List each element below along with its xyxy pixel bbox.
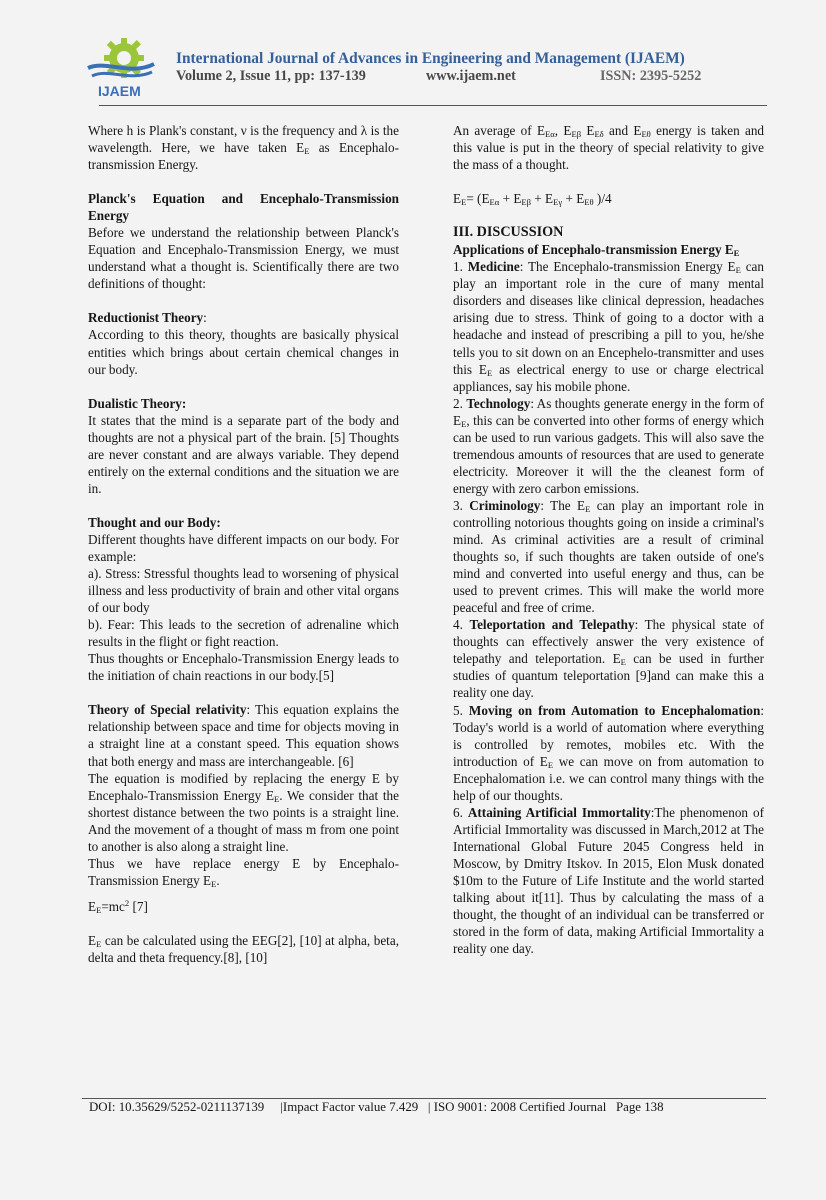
relativity-paragraph: Theory of Special relativity: This equation explains the relationship between space and time for objects moving in a straight line at a constant speed. This equation shows that both energy and mass are interchangeable. [6] — [88, 702, 399, 769]
list-item-technology: 2. Technology: As thoughts generate energy in the form of $E_E$, this can be converted into other forms of energy which can be used to run various gadgets. This will also save the tremendous amounts of resources that are used to generate electricity. Moreover it will the the cleanest form of energy with zero carbon emissions. — [453, 395, 764, 496]
list-item-encephalomation: 5. Moving on from Automation to Encephalomation: Today's world is a world of automation where everything is controlled by remotes, mobiles etc. With the introduction of $E_E$ we can move on from automation to Encephalomation i.e. we can control many things with the help of our thoughts. — [453, 702, 765, 803]
average-formula: $E_E= (E_{E\alpha} + E_{E\beta} + E_{E\gamma} + E_{E\theta}$ )/4 — [453, 191, 612, 208]
footer-page-number: Page 138 — [615, 1100, 664, 1114]
right-column — [453, 122, 764, 957]
mass-energy-equation: $E_E=mc^2$ [7] — [88, 897, 148, 915]
thought-heading: Thought and our Body: — [88, 514, 221, 530]
fear-paragraph: b). Fear: This leads to the secretion of adrenaline which results in the flight or fight reaction. — [88, 617, 399, 650]
volume-issue: Volume 2, Issue 11, pp: 137-139 — [176, 68, 366, 84]
footer-doi[interactable]: DOI: 10.35629/5252-0211137139 — [89, 1100, 265, 1114]
thought-paragraph: Different thoughts have different impacts on our body. For example: — [88, 531, 399, 564]
list-item-criminology: 3. Criminology: The $E_E$ can play an important role in controlling notorious thoughts going on inside a criminal's mind. As criminal activities are a result of criminal thoughts so, if such thoughts are taken outside of one's mind and converted into useful energy and thus, can be used to prevent crimes. This will make the world more peaceful and free of crime. — [453, 497, 765, 616]
footer-impact: |Impact Factor value 7.429 — [280, 1100, 419, 1114]
journal-issn: ISSN: 2395-5252 — [600, 68, 702, 84]
thus-paragraph: Thus thoughts or Encephalo-Transmission Energy leads to the initiation of chain reactions in our body.[5] — [88, 651, 399, 684]
dualistic-paragraph: It states that the mind is a separate part of the body and thoughts are not a physical part of the brain. [5] Thoughts are never constant and are always variable. They depend entirely on the external conditions and the situation we are in. — [88, 412, 399, 496]
dualistic-heading: Dualistic Theory: — [88, 395, 187, 411]
modified-paragraph: The equation is modified by replacing the energy E by Encephalo-Transmission Energy $E_E$. We consider that the shortest distance between the two points is a straight line. And the movement of a thought of mass m from one point to another is also along a straight line. — [88, 770, 399, 854]
journal-title: International Journal of Advances in Engineering and Management (IJAEM) — [176, 50, 685, 67]
list-item-medicine: 1. Medicine: The Encephalo-transmission Energy $E_E$ can play an important role in the cure of many mental disorders and diseases like clinical depression, headaches arising due to stress. Think of going to a doctor with a headache and instead of prescribing a pill to you, he/she tells you to sit down on an Encephelo-transmitter and uses this $E_E$ as electrical energy to use or charge electrical appliances, say his mobile phone. — [453, 259, 764, 394]
header-divider — [99, 105, 767, 106]
section-heading: III. DISCUSSION — [453, 224, 564, 241]
gear-logo-icon — [86, 30, 156, 100]
page-footer — [89, 1100, 664, 1115]
footer-divider — [82, 1098, 766, 1099]
planck-paragraph: Before we understand the relationship between Planck's Equation and Encephalo-Transmission Energy, we must understand what a thought is. Scientifically there are two definitions of thought: — [88, 225, 399, 292]
footer-iso: | ISO 9001: 2008 Certified Journal — [427, 1100, 607, 1114]
calc-paragraph: $E_E$ can be calculated using the EEG[2], [10] at alpha, beta, delta and theta frequency.[8], [10] — [88, 932, 399, 965]
journal-website[interactable]: www.ijaem.net — [426, 68, 516, 84]
reductionist-heading: Reductionist Theory: — [88, 310, 207, 326]
list-item-teleportation: 4. Teleportation and Telepathy: The physical state of thoughts can effectively answer the very existence of telepathy and teleportation. $E_E$ can be used in further studies of quantum teleportation [9]and can make this a reality one day. — [453, 617, 765, 701]
reductionist-paragraph: According to this theory, thoughts are basically physical entities which brings about certain chemical changes in our body. — [88, 327, 399, 377]
stress-paragraph: a). Stress: Stressful thoughts lead to worsening of physical illness and less productivity of brain and other vital organs of our body — [88, 566, 399, 616]
planck-heading: Planck's Equation and Encephalo-Transmission Energy — [88, 191, 399, 224]
intro-paragraph: Where h is Plank's constant, ν is the frequency and λ is the wavelength. Here, we have taken $E_E$ as Encephalo-transmission Energy. — [88, 123, 399, 173]
applications-heading: Applications of Encephalo-transmission Energy $E_E$ — [453, 242, 740, 259]
left-column — [88, 122, 399, 966]
ijaem-logo — [86, 30, 156, 100]
list-item-immortality: 6. Attaining Artificial Immortality:The phenomenon of Artificial Immortality was discussed in March,2012 at The International Global Future 2045 Congress held in Moscow, by Dmitry Itskov. In 2015, Elon Musk donated $10m to the Future of Life Institute and the world started talking about it[11]. Thus by calculating the mass of a thought, the thought of an individual can be transferred or stored in the form of data, making Artificial Immortality a reality one day. — [453, 804, 765, 957]
average-paragraph: An average of $E_{E\alpha}$, $E_{E\beta}$ $E_{E\delta}$ and $E_{E\theta}$ energy is taken and this value is put in the theory of special relativity to give the mass of a thought. — [453, 123, 765, 173]
replace-paragraph: Thus we have replace energy E by Encephalo-Transmission Energy $E_E$. — [88, 855, 399, 889]
logo-text: IJAEM — [98, 83, 141, 99]
